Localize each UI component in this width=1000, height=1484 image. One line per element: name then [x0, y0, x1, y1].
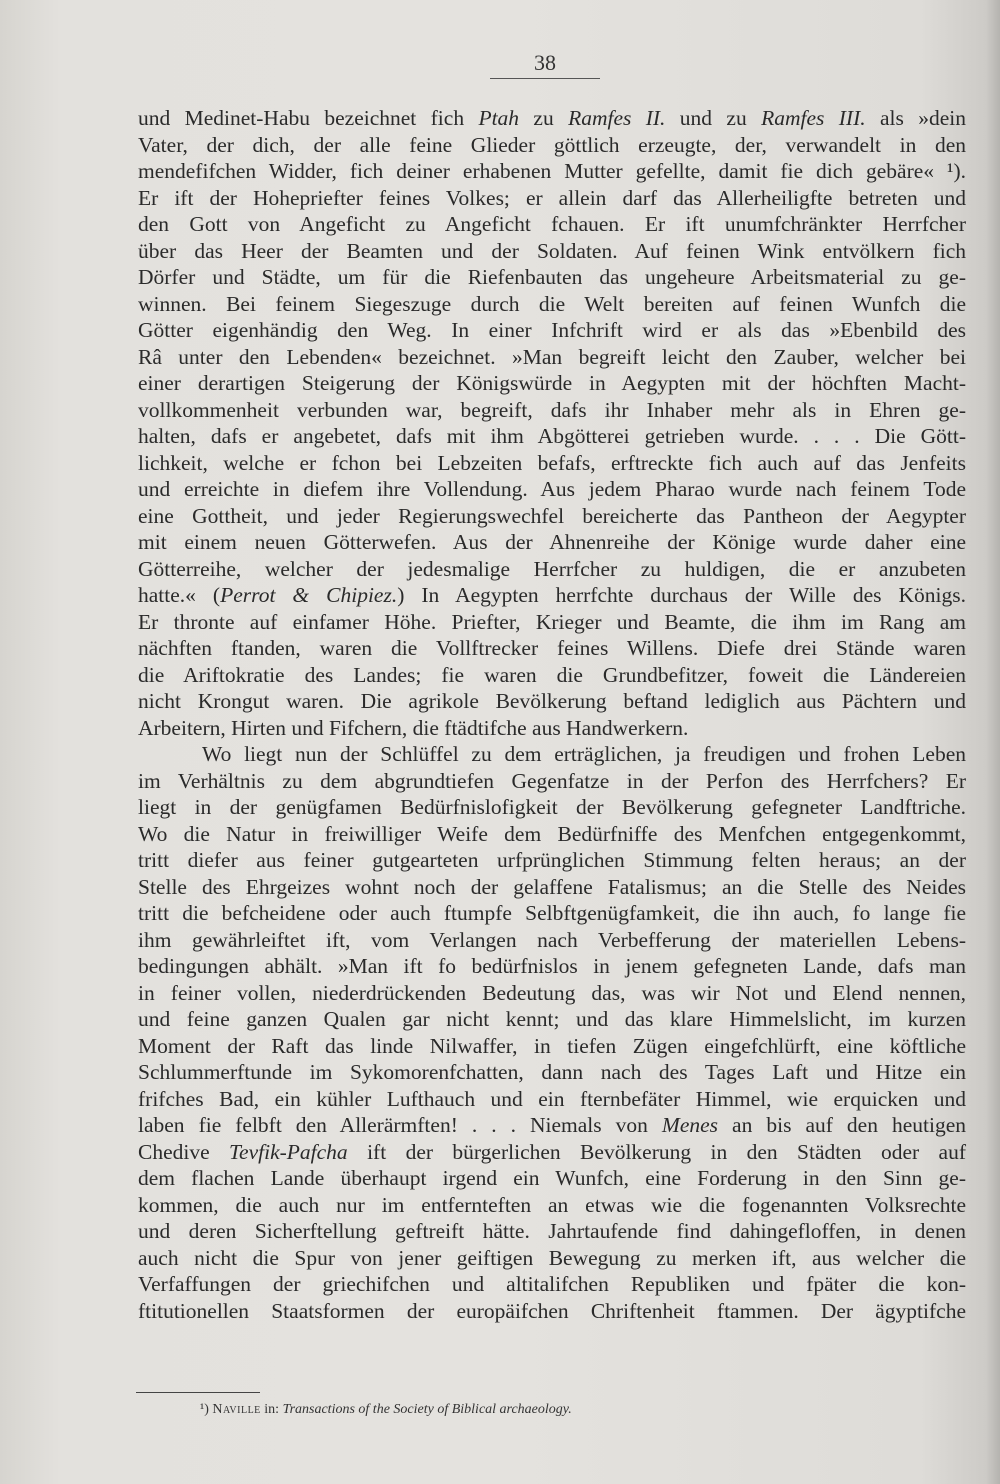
- text-line: [138, 821, 966, 848]
- text-run: an bis auf den heutigen: [718, 1113, 966, 1137]
- text-run: bedingungen abhält. »Man ift fo bedürfnislos in jenem gefegneten Lande, dafs man: [138, 954, 966, 978]
- italic-name: Menes: [661, 1113, 719, 1137]
- text-run: Chedive: [138, 1139, 230, 1164]
- text-line: [138, 503, 966, 530]
- text-line: [138, 847, 966, 874]
- text-run: Verfaffungen der griechifchen und altitalifchen Republiken und fpäter die kon-: [138, 1272, 966, 1296]
- text-line: [138, 1165, 966, 1192]
- footnote-author: Naville: [212, 1402, 261, 1417]
- text-line: [138, 1218, 966, 1245]
- text-run: und Medinet-Habu bezeichnet fich: [138, 106, 479, 130]
- text-run: zu: [519, 106, 569, 130]
- text-run: den Gott von Angeficht zu Angeficht fchauen. Er ift unumfchränkter Herrfcher: [138, 212, 966, 236]
- text-line: [138, 980, 966, 1007]
- text-run: im Verhältnis zu dem abgrundtiefen Gegenfatze in der Perfon des Herrfchers? Er: [138, 768, 966, 793]
- text-line: [138, 900, 966, 927]
- text-run: Vater, der dich, der alle feine Glieder göttlich erzeugte, der, verwandelt in den: [138, 132, 966, 157]
- text-run: einer derartigen Steigerung der Königswürde in Aegypten mit der höchften Macht-: [138, 371, 966, 395]
- text-line: [138, 264, 966, 291]
- text-line: [138, 317, 966, 344]
- text-run: auch nicht die Spur von jener geiftigen Bewegung zu merken ift, aus welcher die: [138, 1245, 966, 1270]
- text-line: [138, 874, 966, 901]
- text-run: Stelle des Ehrgeizes wohnt noch der gelaffene Fatalismus; an die Stelle des Neides: [138, 874, 966, 899]
- text-run: über das Heer der Beamten und der Soldaten. Auf feinen Wink entvölkern fich: [138, 238, 966, 263]
- text-line: [138, 927, 966, 954]
- text-run: und zu: [665, 106, 762, 130]
- text-run: Schlummerftunde im Sykomorenfchatten, dann nach des Tages Laft und Hitze ein: [138, 1060, 966, 1084]
- text-line: [138, 370, 966, 397]
- text-run: Götterreihe, welcher der jedesmalige Herrfcher zu huldigen, die er anzubeten: [138, 556, 966, 581]
- text-line: [138, 1245, 966, 1272]
- italic-name: Ramfes III.: [761, 106, 866, 130]
- footnote-source: Transactions of the Society of Biblical archaeology.: [282, 1402, 572, 1417]
- text-run: ihm gewährleiftet ift, vom Verlangen nach Verbefferung der materiellen Lebens-: [138, 927, 966, 952]
- text-line: [138, 556, 966, 583]
- text-line: [138, 158, 966, 185]
- text-line: [138, 768, 966, 795]
- italic-name: Ramfes II.: [568, 106, 666, 130]
- text-line: [138, 1298, 966, 1325]
- text-run: und feine ganzen Qualen gar nicht kennt; und das klare Himmelslicht, im kurzen: [138, 1007, 966, 1031]
- text-line: [138, 1006, 966, 1033]
- text-run: hatte.« (: [138, 583, 221, 607]
- text-run: Wo liegt nun der Schlüffel zu dem erträglichen, ja freudigen und frohen Leben: [202, 742, 966, 766]
- text-run: halten, dafs er angebetet, dafs mit ihm Abgötterei getrieben wurde. . . . Die Gött-: [138, 424, 966, 448]
- page-number: 38: [534, 50, 556, 75]
- text-line: [138, 529, 966, 556]
- footnote-rule: [136, 1392, 260, 1393]
- text-line: [138, 105, 966, 132]
- text-run: Arbeitern, Hirten und Fifchern, die ftädtifche aus Handwerkern.: [138, 715, 689, 740]
- text-line: [138, 397, 966, 424]
- text-line: [138, 1059, 966, 1086]
- text-run: liegt in der genügfamen Bedürfnislofigkeit der Bevölkerung gefegneter Landftriche.: [138, 795, 966, 819]
- text-run: als »dein: [865, 106, 966, 130]
- text-run: vollkommenheit verbunden war, begreift, dafs ihr Inhaber mehr als in Ehren ge-: [138, 397, 966, 422]
- text-line: [138, 953, 966, 980]
- text-line: [138, 662, 966, 689]
- text-run: mit einem neuen Götterwefen. Aus der Ahnenreihe der Könige wurde daher eine: [138, 530, 966, 554]
- text-line: [138, 132, 966, 159]
- text-line: [138, 715, 966, 742]
- text-line: [138, 1112, 966, 1139]
- text-run: tritt die befcheidene oder auch ftumpfe Selbftgenügfamkeit, die ihn auch, fo lange fie: [138, 901, 966, 925]
- text-line: [138, 211, 966, 238]
- text-line: [138, 794, 966, 821]
- text-run: ift der bürgerlichen Bevölkerung in den Städten oder auf: [347, 1139, 966, 1164]
- text-line: [138, 344, 966, 371]
- text-run: ) In Aegypten herrfchte durchaus der Wille des Königs.: [397, 583, 966, 607]
- text-run: mendefifchen Widder, fich deiner erhabenen Mutter gefellte, damit fie dich gebäre« ¹).: [138, 159, 966, 183]
- italic-name: Ptah: [478, 106, 520, 130]
- footnote-connector: in:: [260, 1402, 283, 1417]
- text-run: die Ariftokratie des Landes; fie waren die Grundbefitzer, foweit die Ländereien: [138, 662, 966, 687]
- text-run: und deren Sicherftellung geftreift hätte. Jahrtaufende find dahingefloffen, in denen: [138, 1219, 966, 1243]
- text-line: [138, 1192, 966, 1219]
- text-line: [138, 609, 966, 636]
- text-line: [138, 476, 966, 503]
- page-edge-shadow: [986, 0, 1000, 1484]
- text-run: Er thronte auf einfamer Höhe. Priefter, Krieger und Beamte, die ihm im Rang am: [138, 609, 966, 634]
- italic-name: Tevfik-Pafcha: [229, 1139, 348, 1164]
- text-run: Götter eigenhändig den Weg. In einer Infchrift wird er als das »Ebenbild des: [138, 318, 966, 342]
- text-run: ftitutionellen Staatsformen der europäifchen Chriftenheit ftammen. Der ägyptifche: [138, 1298, 966, 1323]
- text-line: [138, 1139, 966, 1166]
- text-line: [138, 635, 966, 662]
- text-run: Moment der Raft das linde Nilwaffer, in tiefen Zügen eingefchlürft, eine köftliche: [138, 1033, 966, 1058]
- text-run: tritt diefer aus feiner gutgearteten urfprünglichen Stimmung felten heraus; an der: [138, 848, 966, 872]
- text-line: [138, 741, 966, 768]
- text-run: lichkeit, welche er fchon bei Lebzeiten befafs, erftreckte fich auch auf das Jenfeits: [138, 450, 966, 475]
- text-line: [138, 1033, 966, 1060]
- text-run: in feiner vollen, niederdrückenden Bedeutung das, was wir Not und Elend nennen,: [138, 980, 966, 1005]
- text-line: [138, 1086, 966, 1113]
- text-line: [138, 291, 966, 318]
- text-run: Râ unter den Lebenden« bezeichnet. »Man begreift leicht den Zauber, welcher bei: [138, 344, 966, 369]
- text-run: winnen. Bei feinem Siegeszuge durch die Welt bereiten auf feinen Wunfch die: [138, 291, 966, 316]
- text-run: frifches Bad, ein kühler Lufthauch und ein fternbefäter Himmel, wie erquicken und: [138, 1086, 966, 1111]
- text-line: [138, 582, 966, 609]
- text-run: nicht Krongut waren. Die agrikole Bevölkerung beftand lediglich aus Pächtern und: [138, 689, 966, 713]
- text-line: [138, 1271, 966, 1298]
- text-line: [138, 238, 966, 265]
- footnote-marker: ¹): [200, 1402, 209, 1417]
- text-line: [138, 450, 966, 477]
- text-line: [138, 185, 966, 212]
- body-text: [138, 105, 966, 1324]
- text-run: laben fie felbft den Allerärmften! . . . Niemals von: [138, 1113, 662, 1137]
- text-run: Dörfer und Städte, um für die Riefenbauten das ungeheure Arbeitsmaterial zu ge-: [138, 265, 966, 289]
- text-line: [138, 688, 966, 715]
- text-run: Wo die Natur in freiwilliger Weife dem Bedürfniffe des Menfchen entgegenkommt,: [138, 821, 966, 846]
- text-run: eine Gottheit, und jeder Regierungswechfel bereicherte das Pantheon der Aegypter: [138, 503, 966, 528]
- footnote: [200, 1402, 900, 1418]
- header-rule: [490, 78, 600, 79]
- text-run: Er ift der Hohepriefter feines Volkes; er allein darf das Allerheiligfte betreten und: [138, 185, 966, 210]
- italic-name: Perrot & Chipiez.: [220, 583, 398, 607]
- text-line: [138, 423, 966, 450]
- text-run: dem flachen Lande überhaupt irgend ein Wunfch, eine Forderung in den Sinn ge-: [138, 1166, 966, 1190]
- text-run: nächften ftanden, waren die Vollftrecker feines Willens. Diefe drei Stände waren: [138, 636, 966, 660]
- text-run: kommen, die auch nur im entfernteften an etwas wie die fogenannten Volksrechte: [138, 1192, 966, 1217]
- text-run: und erreichte in diefem ihre Vollendung. Aus jedem Pharao wurde nach feinem Tode: [138, 477, 966, 501]
